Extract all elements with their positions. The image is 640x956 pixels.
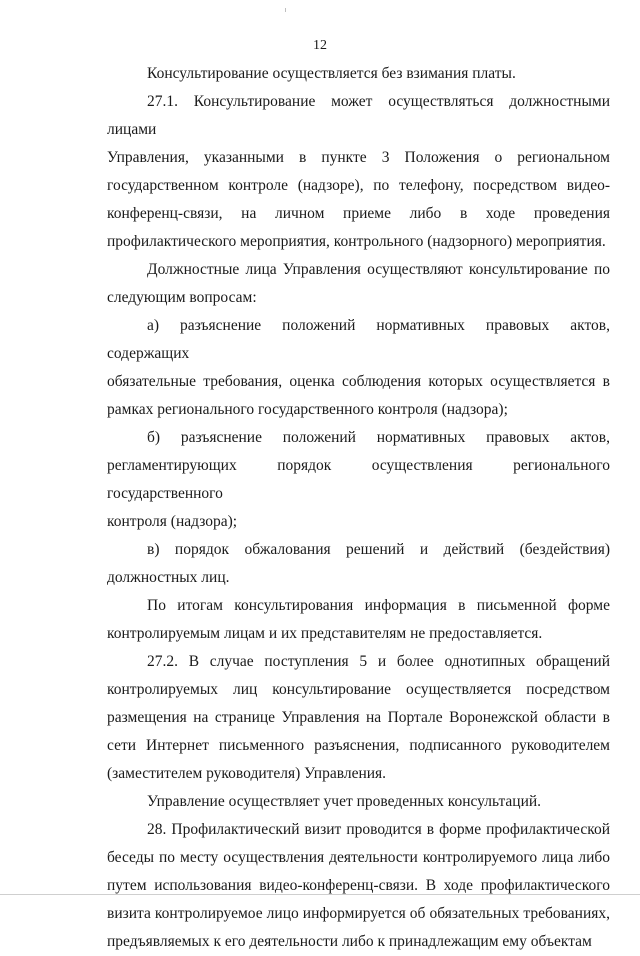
text-line: профилактического мероприятия, контрольного (надзорного) мероприятия. bbox=[107, 233, 606, 250]
text-line: По итогам консультирования информация в письменной форме bbox=[147, 597, 610, 614]
text-line: 27.1. Консультирование может осуществляться должностными лицами bbox=[107, 93, 610, 138]
paragraph bbox=[107, 648, 610, 788]
text-line: путем использования видео-конференц-связи. В ходе профилактического bbox=[107, 877, 610, 894]
text-line: обязательные требования, оценка соблюдения которых осуществляется в bbox=[107, 373, 610, 390]
paragraph bbox=[107, 60, 610, 88]
text-line: Консультирование осуществляется без взимания платы. bbox=[147, 65, 516, 82]
text-line: в) порядок обжалования решений и действий (бездействия) bbox=[147, 541, 610, 558]
text-line: 27.2. В случае поступления 5 и более однотипных обращений bbox=[147, 653, 610, 670]
text-line: контроля (надзора); bbox=[107, 513, 238, 530]
text-line: предъявляемых к его деятельности либо к принадлежащим ему объектам bbox=[107, 933, 592, 950]
text-line: сети Интернет письменного разъяснения, подписанного руководителем bbox=[107, 737, 610, 754]
scan-mark bbox=[285, 8, 286, 12]
text-line: а) разъяснение положений нормативных правовых актов, содержащих bbox=[107, 317, 610, 362]
text-line: рамках регионального государственного контроля (надзора); bbox=[107, 401, 508, 418]
document-body bbox=[107, 60, 610, 956]
text-line: Управление осуществляет учет проведенных консультаций. bbox=[147, 793, 542, 810]
text-line: контролируемым лицам и их представителям не предоставляется. bbox=[107, 625, 543, 642]
text-line: б) разъяснение положений нормативных правовых актов, bbox=[147, 429, 610, 446]
paragraph bbox=[107, 256, 610, 312]
paragraph bbox=[107, 536, 610, 592]
text-line: конференц-связи, на личном приеме либо в ходе проведения bbox=[107, 205, 610, 222]
paragraph bbox=[107, 592, 610, 648]
paragraph bbox=[107, 88, 610, 256]
text-line: контролируемых лиц консультирование осуществляется посредством bbox=[107, 681, 610, 698]
text-line: размещения на странице Управления на Портале Воронежской области в bbox=[107, 709, 610, 726]
text-line: 28. Профилактический визит проводится в форме профилактической bbox=[147, 821, 610, 838]
text-line: Управления, указанными в пункте 3 Положения о региональном bbox=[107, 149, 610, 166]
paragraph bbox=[107, 788, 610, 816]
text-line: визита контролируемое лицо информируется об обязательных требованиях, bbox=[107, 905, 610, 922]
page-number: 12 bbox=[313, 38, 327, 53]
page-bottom-edge bbox=[0, 894, 640, 895]
text-line: (заместителем руководителя) Управления. bbox=[107, 765, 387, 782]
text-line: беседы по месту осуществления деятельности контролируемого лица либо bbox=[107, 849, 610, 866]
paragraph bbox=[107, 312, 610, 424]
text-line: государственном контроле (надзоре), по телефону, посредством видео- bbox=[107, 177, 610, 194]
paragraph bbox=[107, 816, 610, 956]
text-line: регламентирующих порядок осуществления регионального государственного bbox=[107, 457, 610, 502]
text-line: Должностные лица Управления осуществляют консультирование по bbox=[147, 261, 610, 278]
text-line: должностных лиц. bbox=[107, 569, 230, 586]
text-line: следующим вопросам: bbox=[107, 289, 257, 306]
paragraph bbox=[107, 424, 610, 536]
